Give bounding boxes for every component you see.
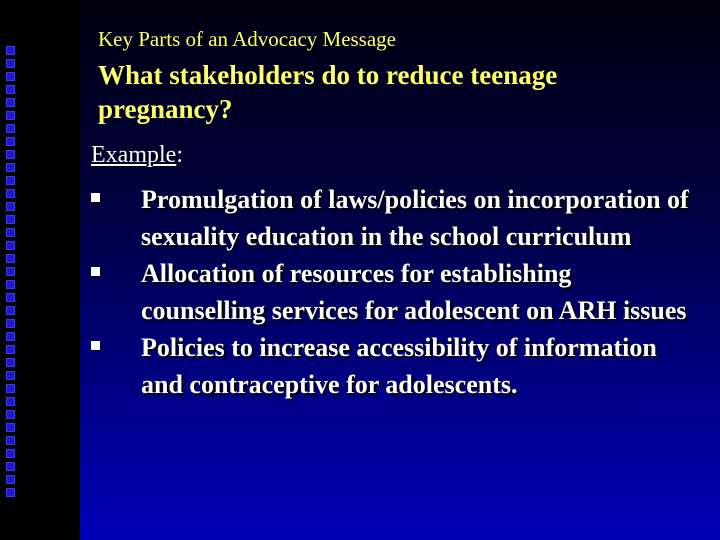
slide-subtitle: Key Parts of an Advocacy Message	[98, 27, 396, 51]
decorative-square	[6, 397, 15, 406]
decorative-square	[6, 111, 15, 120]
example-heading	[91, 142, 183, 169]
decorative-square	[6, 423, 15, 432]
decorative-square	[6, 410, 15, 419]
bullet-item	[91, 181, 691, 255]
bullet-text: Allocation of resources for establishing counselling services for adolescent on ARH issues	[141, 259, 687, 325]
decorative-square	[6, 462, 15, 471]
decorative-square	[6, 59, 15, 68]
example-label: Example	[91, 142, 177, 168]
decorative-square	[6, 202, 15, 211]
decorative-square	[6, 345, 15, 354]
decorative-square	[6, 358, 15, 367]
decorative-square	[6, 332, 15, 341]
decorative-square	[6, 319, 15, 328]
decorative-left-strip	[0, 0, 80, 540]
decorative-square	[6, 98, 15, 107]
decorative-square	[6, 475, 15, 484]
example-colon: :	[176, 142, 183, 168]
decorative-square	[6, 267, 15, 276]
bullet-item	[91, 329, 691, 403]
bullet-text: Policies to increase accessibility of information and contraceptive for adolescents.	[141, 333, 657, 399]
decorative-square	[6, 72, 15, 81]
decorative-square	[6, 280, 15, 289]
decorative-square	[6, 306, 15, 315]
decorative-square	[6, 46, 15, 55]
bullet-text: Promulgation of laws/policies on incorporation of sexuality education in the school curriculum	[141, 185, 689, 251]
decorative-square	[6, 254, 15, 263]
decorative-square	[6, 189, 15, 198]
decorative-square	[6, 124, 15, 133]
bullet-list	[91, 181, 691, 403]
square-bullet-icon	[91, 267, 100, 276]
decorative-square	[6, 215, 15, 224]
decorative-square	[6, 449, 15, 458]
decorative-square	[6, 241, 15, 250]
decorative-square	[6, 371, 15, 380]
square-bullet-icon	[91, 341, 100, 350]
decorative-square	[6, 384, 15, 393]
bullet-item	[91, 255, 691, 329]
decorative-square	[6, 137, 15, 146]
square-bullet-icon	[91, 193, 100, 202]
decorative-square	[6, 228, 15, 237]
decorative-square	[6, 85, 15, 94]
decorative-square	[6, 488, 15, 497]
decorative-square	[6, 436, 15, 445]
slide-title: What stakeholders do to reduce teenage pregnancy?	[98, 60, 558, 124]
decorative-square	[6, 163, 15, 172]
decorative-square	[6, 293, 15, 302]
decorative-square-column	[6, 46, 20, 501]
decorative-square	[6, 150, 15, 159]
decorative-square	[6, 176, 15, 185]
